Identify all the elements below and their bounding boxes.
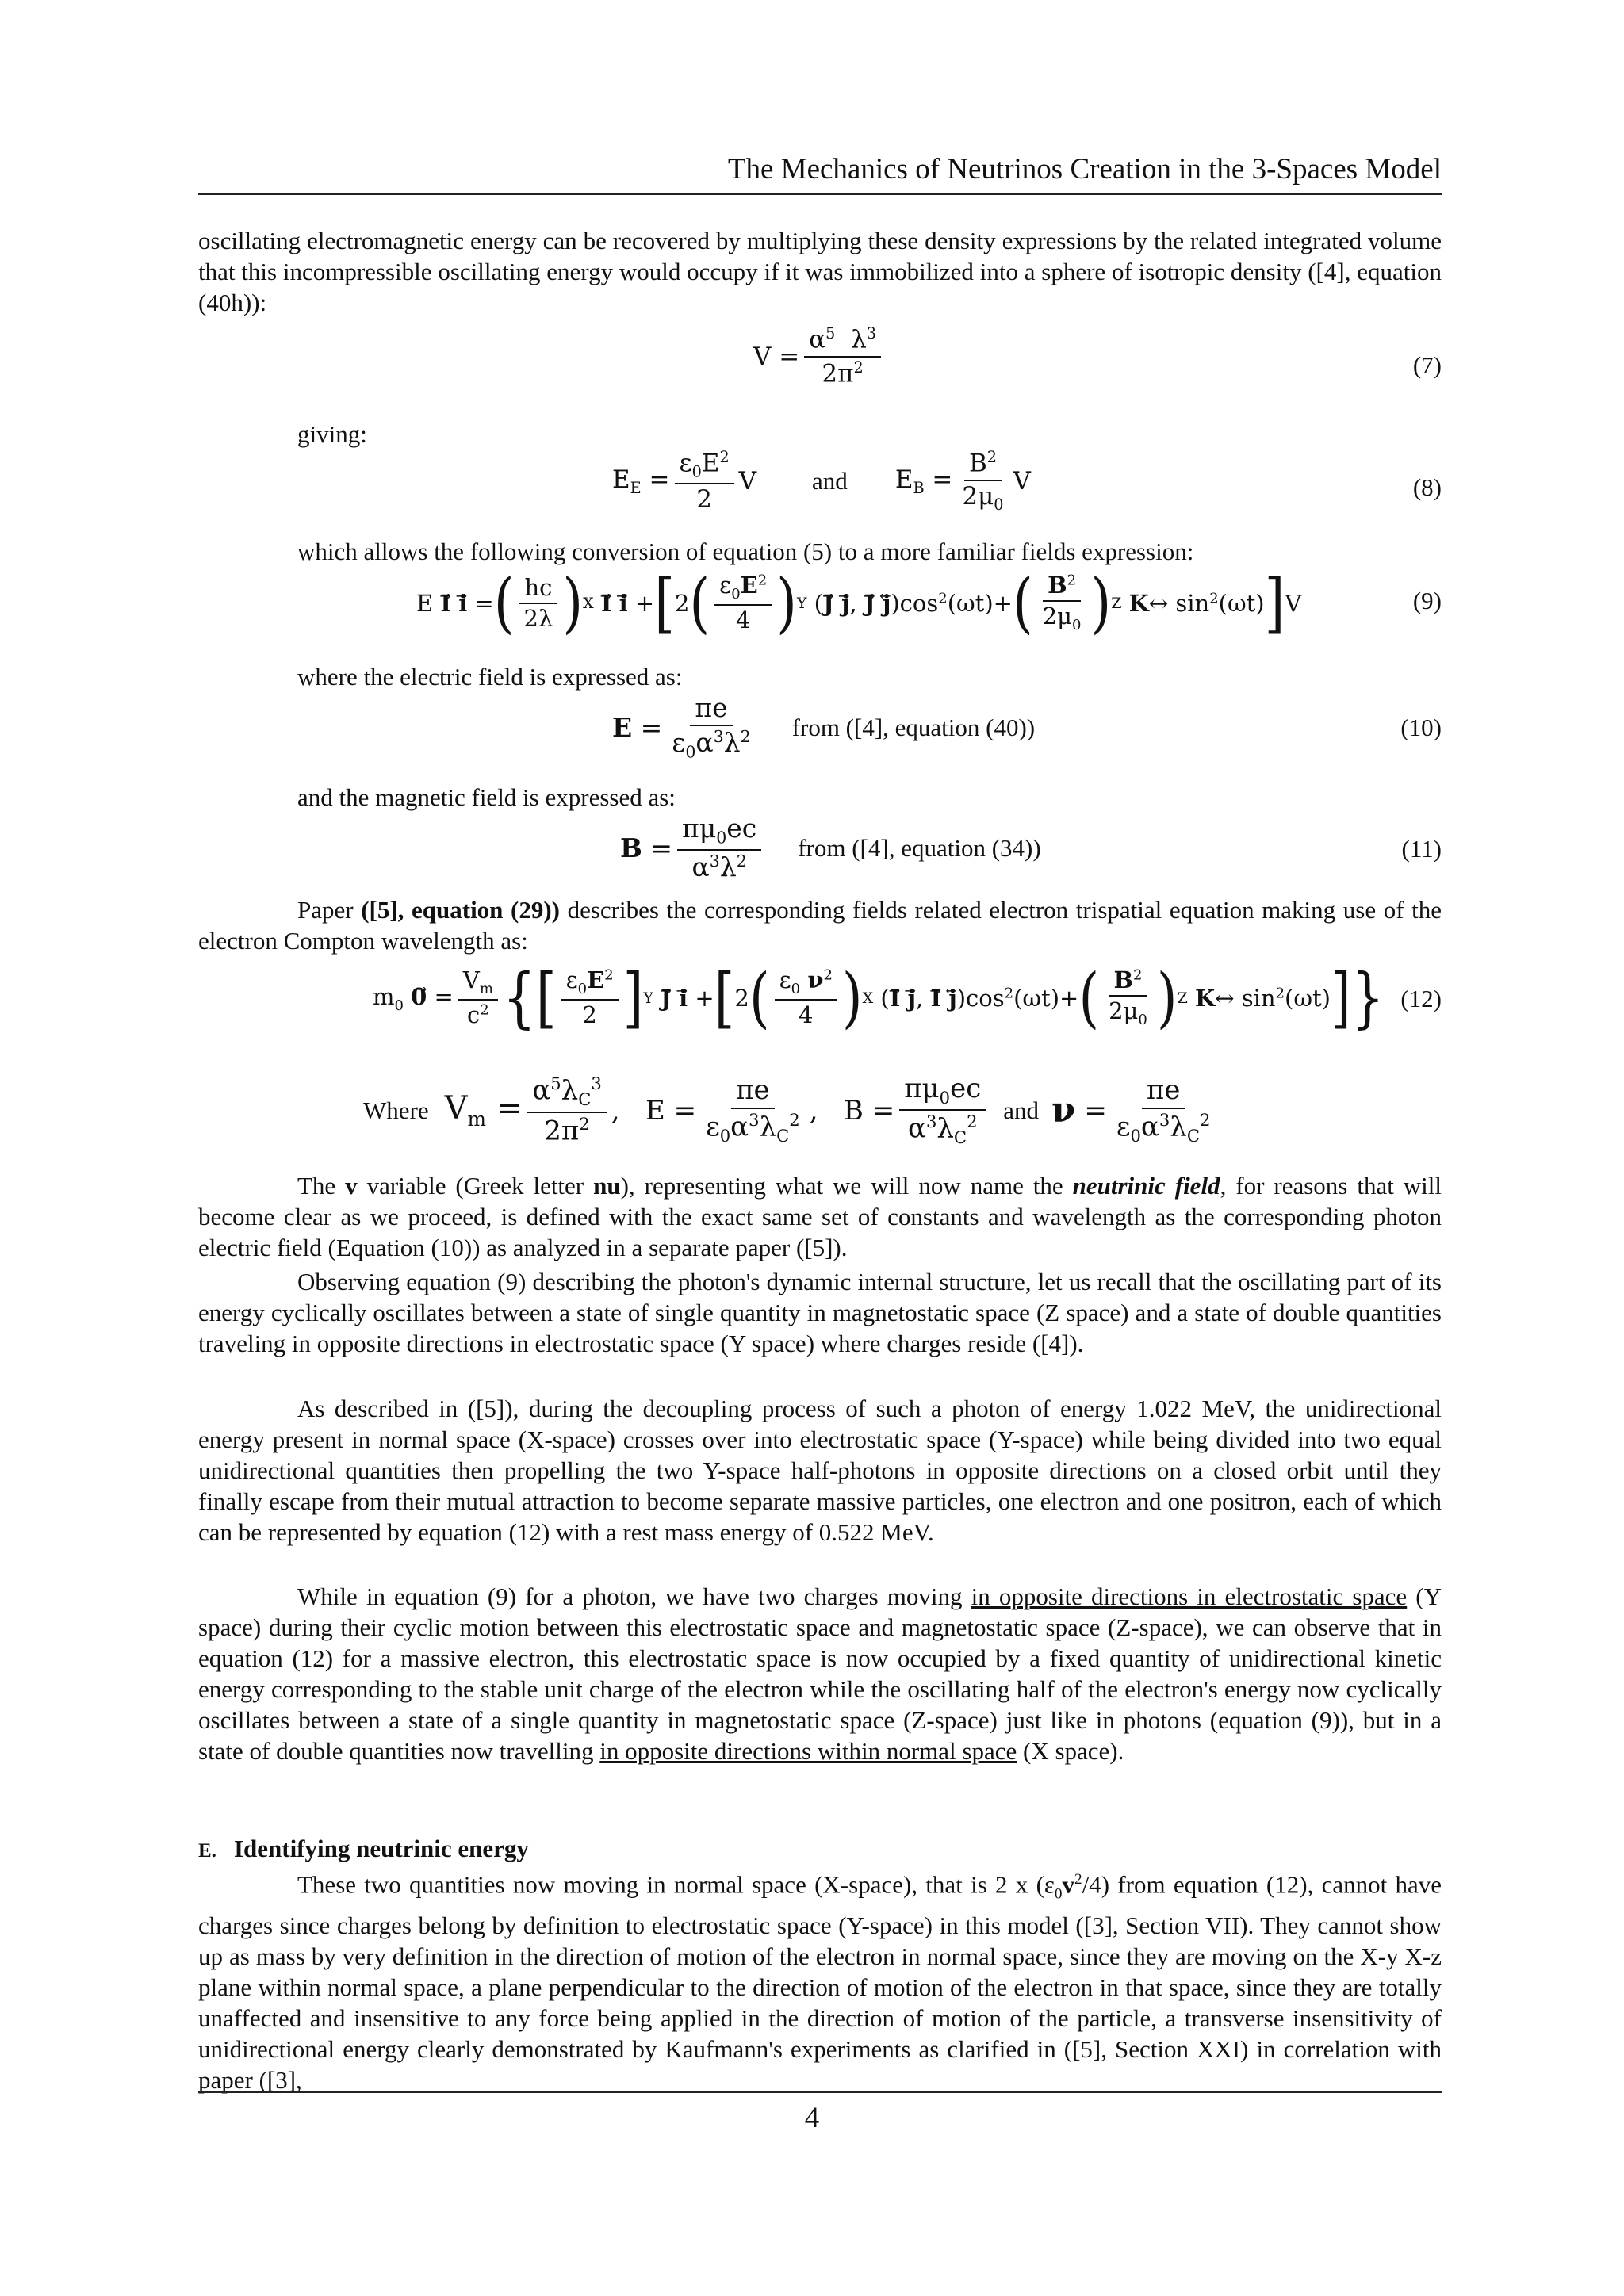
- nu-text-g: , for reasons that will become clear as we proceed, is defined with the exact same set of constants and wavelength as the corresponding photon electric field (Equation (10)) as analyzed in a separate paper ([5]).: [198, 1172, 1442, 1261]
- these-sup: 2: [1074, 1871, 1082, 1888]
- nu-word: nu: [593, 1172, 621, 1200]
- paragraph-these-two: [198, 1864, 1442, 2095]
- paper5-ref: ([5], equation (29)): [361, 896, 560, 924]
- while-text-a: While in equation (9) for a photon, we have two charges moving: [297, 1582, 971, 1610]
- giving-label: giving:: [297, 420, 367, 448]
- equation-8-number: (8): [1412, 473, 1442, 501]
- paragraph-described: As described in ([5]), during the decoupling process of such a photon of energy 1.022 MeV, the unidirectional energy present in normal space (X-space) crosses over into electrostatic space (Y-space) while being divided into two equal unidirectional quantities then propelling the two Y-space half-photons in opposite directions on a closed orbit until they finally escape from their mutual attraction to become separate massive particles, one electron and one positron, each of which can be represented by equation (12) with a rest mass energy of 0.522 MeV.: [198, 1395, 1442, 1546]
- nu-text-e: ), representing what we will now name the: [620, 1172, 1073, 1200]
- while-underline-2: in opposite directions within normal space: [599, 1737, 1017, 1765]
- while-text-b: (Y space) during their cyclic motion between this electrostatic space and magnetostatic space (Z-space), we can observe that in equation (12) for a massive electron, this electrostatic space is now occupied by a fixed quantity of unidirectional kinetic energy corresponding to the stable unit charge of the electron while the oscillating half of the electron's energy now cyclically oscillates between a state of a single quantity in magnetostatic space (Z-space) just like in photons (equation (9)), but in a state of double quantities now travelling: [198, 1582, 1442, 1765]
- paragraph-volume-intro: oscillating electromagnetic energy can be recovered by multiplying these density expressions by the related integrated volume that this incompressible oscillating energy would occupy if it was immobilized into a sphere of isotropic density ([4], equation (40h)):: [198, 227, 1442, 316]
- header-rule: [198, 193, 1442, 195]
- while-text-c: (X space).: [1017, 1737, 1124, 1765]
- section-heading: [198, 1833, 529, 1866]
- paragraph-neutrinic-field: [198, 1170, 1442, 1263]
- paragraph-while: [198, 1581, 1442, 1766]
- equation-7-number: (7): [1412, 351, 1442, 379]
- equation-9-number: (9): [1412, 587, 1442, 614]
- equation-8: $E_E$ = $\frac{\varepsilon_0E^2}{2}$ V and $E_B$ = $\frac{B^2}{2\mu_0}$ V: [612, 448, 1031, 515]
- where-definitions: Where $V_m$ = $\frac{\alpha^5\lambda_C^3}{2\pi^2}$ , E = $\frac{\pi e}{\varepsilon_0\alpha^3\lambda_C^2}$ , B = $\frac{\pi\mu_0ec}{\alpha^3\lambda_C^2}$ and ν = $\frac{\pi e}{\varepsilon_0\alpha^3\lambda_C^2}$: [363, 1073, 1211, 1148]
- these-sub: 0: [1054, 1885, 1063, 1903]
- equation-10: E = $\frac{\pi e}{\varepsilon_0\alpha^3\lambda^2}$ from ([4], equation (40)): [612, 692, 1036, 762]
- equation-10-source: from ([4], equation (40)): [791, 713, 1036, 741]
- paragraph-paper5: [198, 894, 1442, 956]
- section-letter: E.: [198, 1840, 216, 1862]
- neutrinic-field-term: neutrinic field: [1072, 1172, 1220, 1200]
- these-text-a: These two quantities now moving in normal space (X-space), that is 2 x (ε: [297, 1870, 1055, 1899]
- running-header: The Mechanics of Neutrinos Creation in the 3-Spaces Model: [727, 153, 1442, 186]
- where-label: Where: [363, 1096, 429, 1124]
- while-underline-1: in opposite directions in electrostatic space: [971, 1582, 1408, 1610]
- footer-rule: [198, 2091, 1442, 2093]
- equation-7: V = $\frac{\alpha^5 \lambda^3}{2\pi^2}$: [753, 325, 886, 388]
- paper5-post: describes the corresponding fields related electron trispatial equation making use of the electron Compton wavelength as:: [198, 896, 1442, 955]
- magnetic-field-intro: and the magnetic field is expressed as:: [297, 783, 676, 811]
- nu-text-c: variable (Greek letter: [357, 1172, 594, 1200]
- nu-text-a: The: [297, 1172, 346, 1200]
- these-nu: v: [1062, 1870, 1075, 1899]
- paragraph-observing: Observing equation (9) describing the photon's dynamic internal structure, let us recall that the oscillating part of its energy cyclically oscillates between a state of single quantity in magnetostatic space (Z space) and a state of double quantities traveling in opposite directions in electrostatic space (Y space) where charges reside ([4]).: [198, 1268, 1442, 1357]
- these-text-e: /4) from equation (12), cannot have charges since charges belong by definition to electrostatic space (Y-space) in this model ([3], Section VII). They cannot show up as mass by very definition in the direction of motion of the electron in normal space, since they are moving on the X-y X-z plane within normal space, a plane perpendicular to the direction of motion of the electron in that space, since they are totally unaffected and insensitive to any force being applied in the direction of motion of the particle, a transverse insensitivity of unidirectional energy clearly demonstrated by Kaufmann's experiments as clarified in ([5], Section XXI) in correlation with paper ([3],: [198, 1870, 1442, 2094]
- equation-12: $m_0$ 0⃗ = $\frac{V_m}{c^2}$ { [ $\frac{\varepsilon_0E^2}{2}$ ] Y J⃗ i⃗ + [ 2 ( $\frac{\varepsilon_0 \nu^2}{4}$ ) X (I⃗ j⃗, I⃗ $j⃖)\cos^2(\omega t)+$ ( $\frac{B^2}{2\mu_0}$ ) Z K↔ $\sin^2(\omega t)$ ] }: [373, 959, 1385, 1036]
- where-and: and: [1003, 1096, 1040, 1124]
- conversion-intro: which allows the following conversion of equation (5) to a more familiar fields expression:: [297, 538, 1194, 565]
- equation-8-and: and: [812, 467, 848, 496]
- equation-12-number: (12): [1400, 985, 1442, 1012]
- equation-11: B = $\frac{\pi\mu_0ec}{\alpha^3\lambda^2}$ from ([4], equation (34)): [620, 813, 1041, 883]
- equation-10-number: (10): [1400, 714, 1442, 741]
- page-number: 4: [804, 2102, 820, 2134]
- paper5-pre: Paper: [297, 896, 362, 924]
- equation-11-source: from ([4], equation (34)): [798, 833, 1041, 862]
- nu-symbol: v: [345, 1172, 358, 1200]
- section-title: Identifying neutrinic energy: [233, 1835, 529, 1862]
- equation-9: E I⃗ i⃗ = ( $\frac{hc}{2\lambda}$ ) X I⃗ i⃗ + [ 2 ( $\frac{\varepsilon_0E^2}{4}$ ) Y (J⃗ j⃗, J⃗ $j⃖)\cos^2(\omega t)+$ ( $\frac{B^2}{2\mu_0}$ ) Z K↔ $\sin^2(\omega t)$ ] V: [416, 564, 1302, 641]
- equation-11-number: (11): [1401, 835, 1442, 863]
- electric-field-intro: where the electric field is expressed as:: [297, 663, 683, 691]
